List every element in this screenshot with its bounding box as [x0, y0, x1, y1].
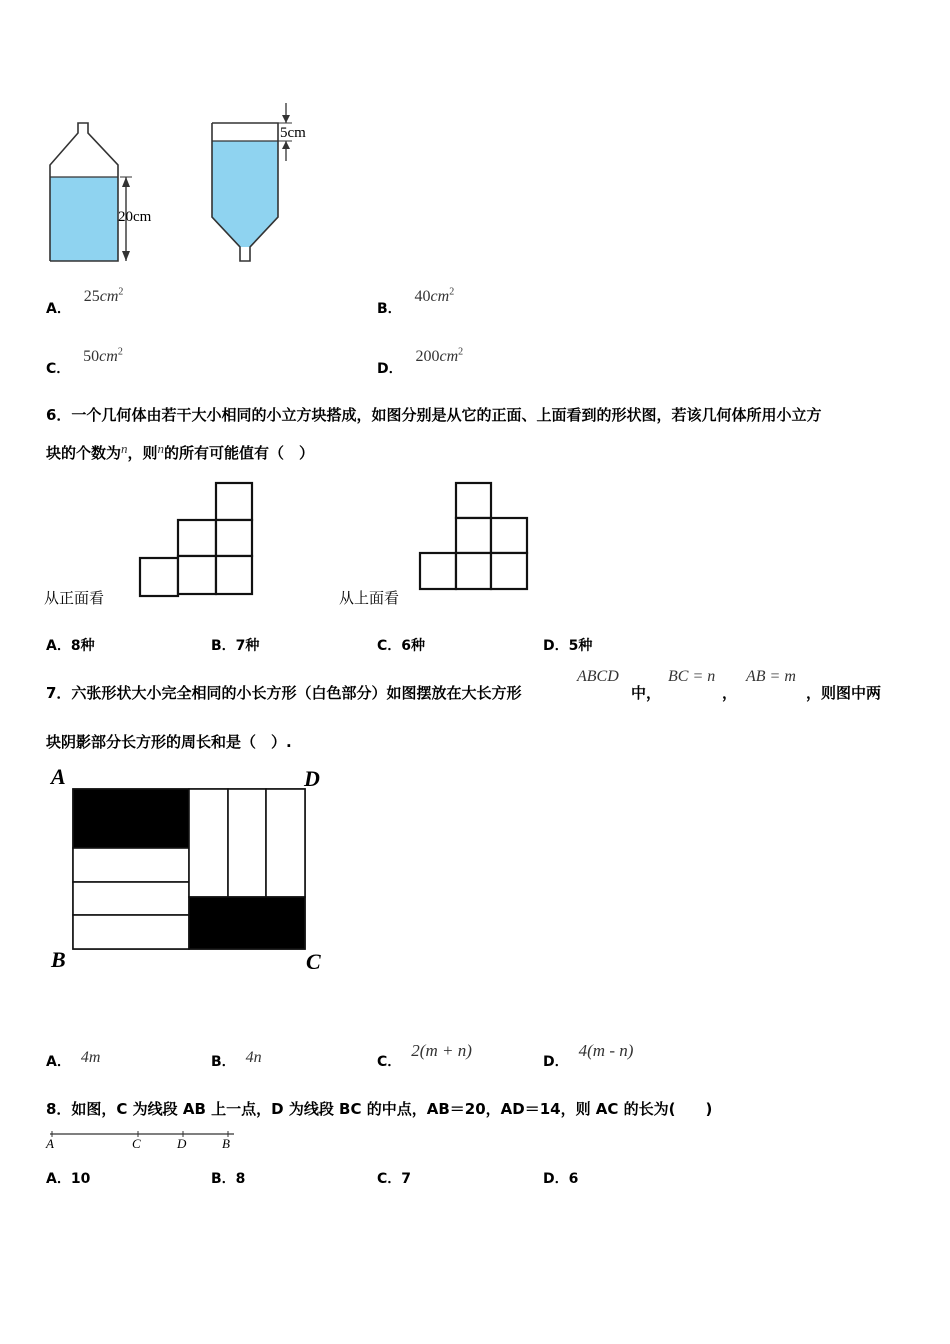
q7-comma: ，: [722, 684, 738, 702]
q5-option-a[interactable]: A． $25cm^2$: [46, 286, 124, 317]
front-view-figure: [110, 475, 270, 605]
vertex-c-label: C: [306, 949, 321, 974]
q7-option-b[interactable]: B． 4n: [211, 1049, 262, 1070]
q7-stem-line1: 7．六张形状大小完全相同的小长方形（白色部分）如图摆放在大长方形: [46, 684, 522, 702]
vertex-b-label: B: [51, 947, 66, 972]
gap-label: 5cm: [280, 125, 306, 141]
q6-option-a[interactable]: A．8种: [46, 638, 95, 654]
q6-stem-line2: 块的个数为n，则n的所有可能值有（ ）: [46, 441, 315, 462]
q7-option-c[interactable]: C．2(m + n): [377, 1041, 472, 1070]
q6-option-b[interactable]: B．7种: [211, 638, 260, 654]
rectangle-figure: [45, 762, 335, 977]
q8-stem: 8．如图，C 为线段 AB 上一点，D 为线段 BC 的中点，AB＝20，AD＝14，则 AC 的长为( ): [46, 1100, 713, 1118]
point-b-label: B: [222, 1136, 230, 1151]
point-d-label: D: [177, 1136, 187, 1151]
q7-stem-line2: 块阴影部分长方形的周长和是（ ）.: [46, 733, 292, 751]
q8-option-c[interactable]: C．7: [377, 1171, 412, 1187]
q6-stem-line1: 6．一个几何体由若干大小相同的小立方块搭成，如图分别是从它的正面、上面看到的形状图，若该几何体所用小立方: [46, 406, 822, 424]
point-a-label: A: [46, 1136, 54, 1151]
q6-option-c[interactable]: C．6种: [377, 638, 426, 654]
q8-option-b[interactable]: B．8: [211, 1171, 246, 1187]
q7-rect-name: ABCD: [577, 668, 619, 685]
q7-mid-text: 中，: [631, 684, 662, 702]
q8-option-d[interactable]: D．6: [543, 1171, 579, 1187]
upright-bottle: [50, 123, 132, 261]
q7-stem-line1-end: ，则图中两: [806, 684, 882, 702]
front-view-caption: 从正面看: [44, 589, 105, 607]
top-view-caption: 从上面看: [339, 589, 400, 607]
top-view-figure: [410, 475, 550, 600]
vertex-d-label: D: [304, 766, 320, 791]
q7-option-a[interactable]: A． 4m: [46, 1049, 101, 1070]
vertex-a-label: A: [51, 764, 66, 789]
q8-option-a[interactable]: A．10: [46, 1171, 91, 1187]
q5-option-d[interactable]: D． $200cm^2$: [377, 346, 464, 377]
point-c-label: C: [132, 1136, 141, 1151]
q7-eq-bc: BC = n: [668, 668, 716, 685]
segment-figure: [44, 1128, 244, 1153]
q5-option-c[interactable]: C． $50cm^2$: [46, 346, 123, 377]
depth-label: 20cm: [118, 209, 152, 225]
bottles-figure: [40, 95, 340, 270]
q5-option-b[interactable]: B． $40cm^2$: [377, 286, 455, 317]
q6-option-d[interactable]: D．5种: [543, 638, 593, 654]
q7-eq-ab: AB = m: [746, 668, 796, 685]
q7-option-d[interactable]: D．4(m - n): [543, 1041, 634, 1070]
